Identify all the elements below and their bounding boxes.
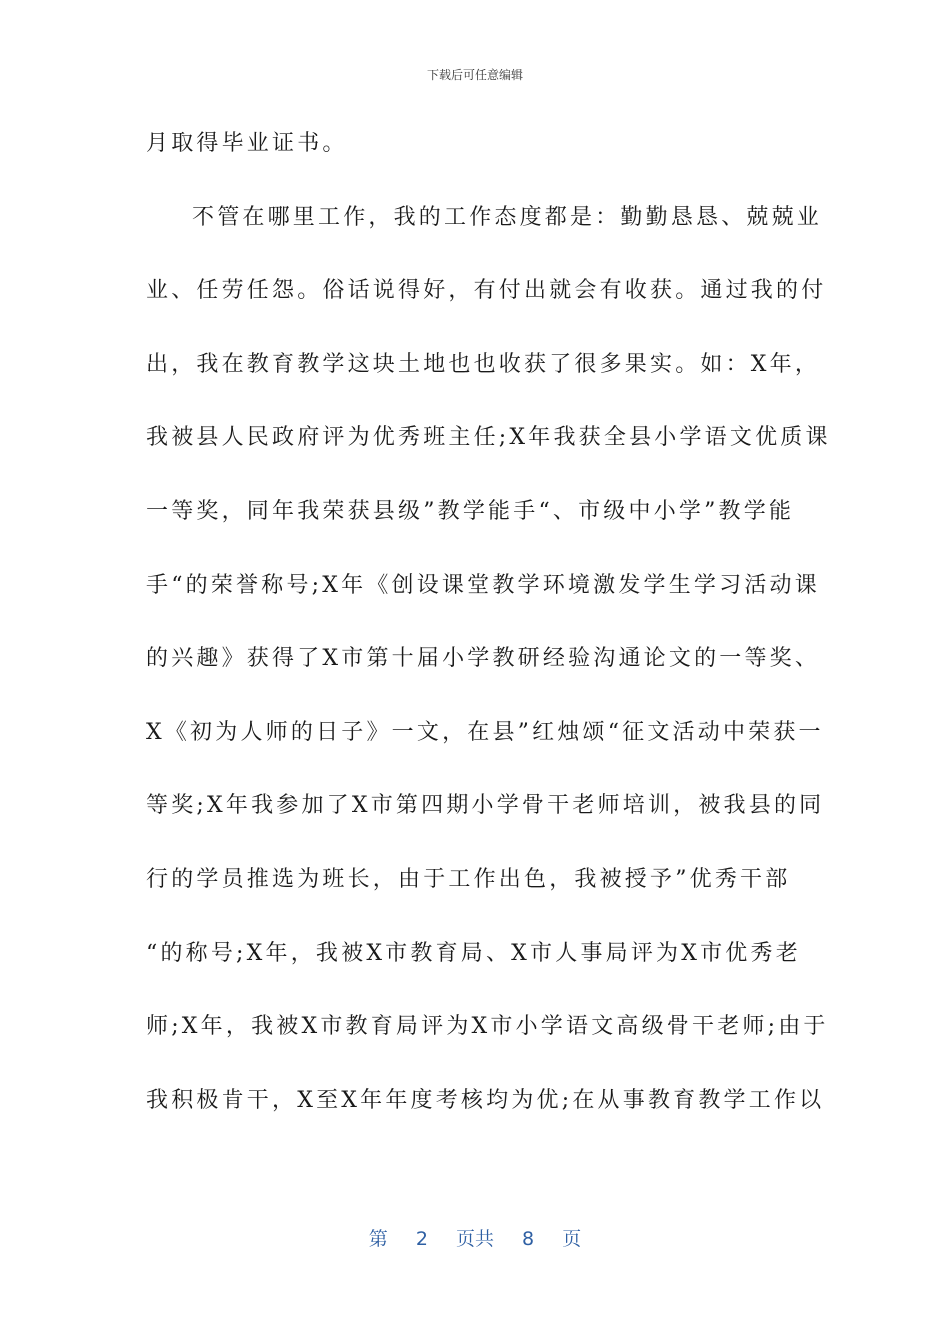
text-line: 不管在哪里工作，我的工作态度都是：勤勤恳恳、兢兢业 (192, 204, 823, 230)
text-line: 的兴趣》获得了X市第十届小学教研经验沟通论文的一等奖、 (146, 646, 821, 672)
page-header: 下载后可任意编辑 (426, 68, 523, 82)
text-line: 业、任劳任怨。俗话说得好，有付出就会有收获。通过我的付 (146, 278, 827, 304)
page-footer (0, 1224, 950, 1251)
text-line: 一等奖，同年我荣获县级”教学能手“、市级中小学”教学能 (146, 498, 795, 524)
text-line: 行的学员推选为班长，由于工作出色，我被授予”优秀干部 (146, 866, 791, 892)
document-body (146, 121, 831, 1151)
current-page-number: 2 (415, 1228, 428, 1250)
page-middle: 页共 (455, 1228, 494, 1250)
text-line: 我积极肯干，X至X年年度考核均为优;在从事教育教学工作以 (146, 1087, 825, 1113)
text-line: 出，我在教育教学这块土地也也收获了很多果实。如：X年， (146, 351, 821, 377)
text-line: “的称号;X年，我被X市教育局、X市人事局评为X市优秀老 (146, 940, 801, 966)
text-line: 我被县人民政府评为优秀班主任;X年我获全县小学语文优质课 (146, 425, 831, 451)
total-pages-number: 8 (522, 1228, 535, 1250)
text-line: 月取得毕业证书。 (146, 131, 348, 156)
page-suffix: 页 (562, 1228, 582, 1250)
text-line: 师;X年，我被X市教育局评为X市小学语文高级骨干老师;由于 (146, 1014, 829, 1040)
text-line: 等奖;X年我参加了X市第四期小学骨干老师培训，被我县的同 (146, 793, 825, 819)
page-prefix: 第 (368, 1228, 388, 1250)
text-line: X《初为人师的日子》一文，在县”红烛颂“征文活动中荣获一 (146, 719, 824, 745)
text-line: 手“的荣誉称号;X年《创设课堂教学环境激发学生学习活动课 (146, 572, 820, 598)
